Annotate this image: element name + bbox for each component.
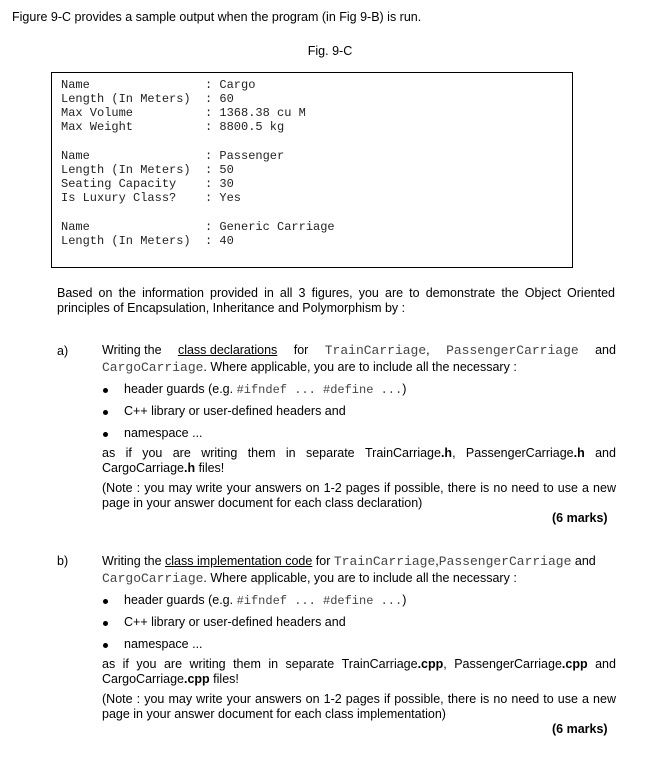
question-a-note: (Note : you may write your answers on 1-2 pages if possible, there is no need to use a new page in your answer document for each class declaration) xyxy=(102,481,616,510)
output-line: Is Luxury Class? : Yes xyxy=(61,191,242,205)
class-implementation-link: class implementation code xyxy=(165,554,313,568)
bullet-header-guards: header guards (e.g. #ifndef ... #define ...) xyxy=(124,593,407,608)
question-b-heading: Writing the class implementation code for TrainCarriage,PassengerCarriage and CargoCarriage. Where applicable, you are to include all the necessary : xyxy=(102,554,596,586)
sample-output-box xyxy=(51,72,573,268)
question-a-marks: (6 marks) xyxy=(552,511,608,525)
output-line: Name : Passenger xyxy=(61,149,285,163)
question-b-marker: b) xyxy=(57,554,69,568)
question-b-note: (Note : you may write your answers on 1-2 pages if possible, there is no need to use a new page in your answer document for each class implementation) xyxy=(102,692,616,721)
instruction-paragraph: Based on the information provided in all 3 figures, you are to demonstrate the Object Oriented principles of Encapsulation, Inheritance and Polymorphism by : xyxy=(57,286,615,315)
bullet xyxy=(103,410,108,415)
output-line: Seating Capacity : 30 xyxy=(61,177,234,191)
bullet-namespace: namespace ... xyxy=(124,637,203,651)
bullet-headers: C++ library or user-defined headers and xyxy=(124,615,346,629)
bullet xyxy=(103,599,108,604)
question-a-marker: a) xyxy=(57,344,69,358)
output-line: Name : Generic Carriage xyxy=(61,220,335,234)
bullet-header-guards: header guards (e.g. #ifndef ... #define ...) xyxy=(124,382,407,397)
bullet-namespace: namespace ... xyxy=(124,426,203,440)
output-line: Length (In Meters) : 40 xyxy=(61,234,234,248)
figure-title: Fig. 9-C xyxy=(307,44,353,58)
question-a-heading: Writing the class declarations for TrainCarriage, PassengerCarriage and CargoCarriage. Where applicable, you are to include all the necessary : xyxy=(102,343,616,375)
output-line: Max Volume : 1368.38 cu M xyxy=(61,106,306,120)
class-declarations-link: class declarations xyxy=(177,343,278,357)
bullet xyxy=(103,621,108,626)
question-b-marks: (6 marks) xyxy=(552,722,608,736)
output-line: Length (In Meters) : 60 xyxy=(61,92,234,106)
bullet-headers: C++ library or user-defined headers and xyxy=(124,404,346,418)
bullet xyxy=(103,432,108,437)
bullet xyxy=(103,643,108,648)
bullet xyxy=(103,388,108,393)
output-line: Length (In Meters) : 50 xyxy=(61,163,234,177)
question-b-files: as if you are writing them in separate TrainCarriage.cpp, PassengerCarriage.cpp and CargoCarriage.cpp files! xyxy=(102,657,616,686)
question-a-files: as if you are writing them in separate TrainCarriage.h, PassengerCarriage.h and CargoCarriage.h files! xyxy=(102,446,616,475)
intro-text: Figure 9-C provides a sample output when the program (in Fig 9-B) is run. xyxy=(12,10,422,24)
output-line: Name : Cargo xyxy=(61,78,256,92)
output-line: Max Weight : 8800.5 kg xyxy=(61,120,285,134)
